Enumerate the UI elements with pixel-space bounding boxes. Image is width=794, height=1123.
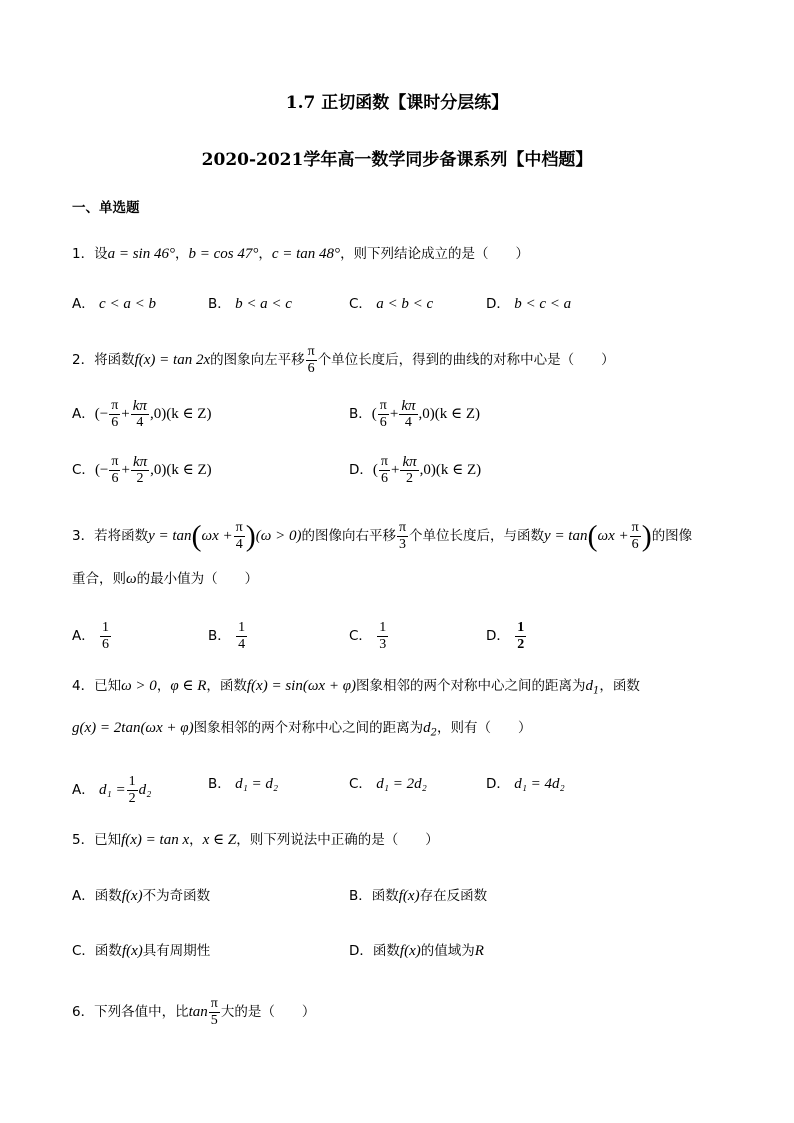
q3-option-a[interactable]: A． $\frac{1}{6}$ [72, 620, 110, 652]
page-title: 1.7 正切函数【课时分层练】 [285, 93, 509, 113]
q5-option-c[interactable]: C．函数f(x)具有周期性 [72, 943, 211, 959]
q4-option-b[interactable]: B． d₁ = d₂ [208, 776, 279, 792]
q1-option-c[interactable]: C． a < b < c [349, 296, 434, 312]
page-subtitle: 2020-2021学年高一数学同步备课系列【中档题】 [201, 150, 593, 170]
q1-option-a[interactable]: A． c < a < b [72, 296, 156, 312]
question-1: 1．设a = sin 46°，b = cos 47°，c = tan 48°，则下列结论成立的是（ ） [72, 246, 530, 262]
q5-option-b[interactable]: B．函数f(x)存在反函数 [349, 888, 488, 904]
q2-option-c[interactable]: C．(− $\frac{\pi}{6}$ + $\frac{k\pi}{2}$ ,0)(k ∈ Z) [72, 454, 212, 486]
q3-option-c[interactable]: C． $\frac{1}{3}$ [349, 620, 387, 652]
question-3-line2: 重合，则ω的最小值为（ ） [72, 571, 259, 587]
question-3: 3．若将函数y = tan(ωx + $\frac{\pi}{4}$ )(ω > 0)的图像向右平移 $\frac{\pi}{3}$ 个单位长度后，与函数y = tan(ωx + $\frac{\pi}{6}$ )的图像 [72, 519, 693, 553]
question-2: 2．将函数f(x) = tan 2x的图象向左平移 $\frac{\pi}{6}$ 个单位长度后，得到的曲线的对称中心是（ ） [72, 344, 615, 376]
section-heading: 一、单选题 [72, 200, 140, 216]
question-4-line2: g(x) = 2tan(ωx + φ)图象相邻的两个对称中心之间的距离为$d_2$，则有（ ） [72, 720, 532, 739]
q4-option-d[interactable]: D． d₁ = 4d₂ [486, 776, 565, 792]
q1-option-d[interactable]: D． b < c < a [486, 296, 572, 312]
q3-option-d[interactable]: D． $\frac{1}{2}$ [486, 620, 525, 652]
q5-option-a[interactable]: A．函数f(x)不为奇函数 [72, 888, 211, 904]
question-4: 4．已知ω > 0，φ ∈ R，函数f(x) = sin(ωx + φ)图象相邻的两个对称中心之间的距离为$d_1$，函数 [72, 678, 640, 697]
q4-option-a[interactable]: A． d₁ = $\frac{1}{2}$ d₂ [72, 774, 152, 806]
question-6: 6．下列各值中，比tan $\frac{\pi}{5}$ 大的是（ ） [72, 996, 316, 1028]
q5-option-d[interactable]: D．函数f(x)的值域为R [349, 943, 484, 959]
q4-option-c[interactable]: C． d₁ = 2d₂ [349, 776, 427, 792]
q2-option-a[interactable]: A．(− $\frac{\pi}{6}$ + $\frac{k\pi}{4}$ ,0)(k ∈ Z) [72, 398, 212, 430]
q2-option-b[interactable]: B．( $\frac{\pi}{6}$ + $\frac{k\pi}{4}$ ,0)(k ∈ Z) [349, 398, 481, 430]
q2-option-d[interactable]: D．( $\frac{\pi}{6}$ + $\frac{k\pi}{2}$ ,0)(k ∈ Z) [349, 454, 482, 486]
question-5: 5．已知f(x) = tan x，x ∈ Z，则下列说法中正确的是（ ） [72, 832, 439, 848]
q3-option-b[interactable]: B． $\frac{1}{4}$ [208, 620, 246, 652]
q1-option-b[interactable]: B． b < a < c [208, 296, 292, 312]
